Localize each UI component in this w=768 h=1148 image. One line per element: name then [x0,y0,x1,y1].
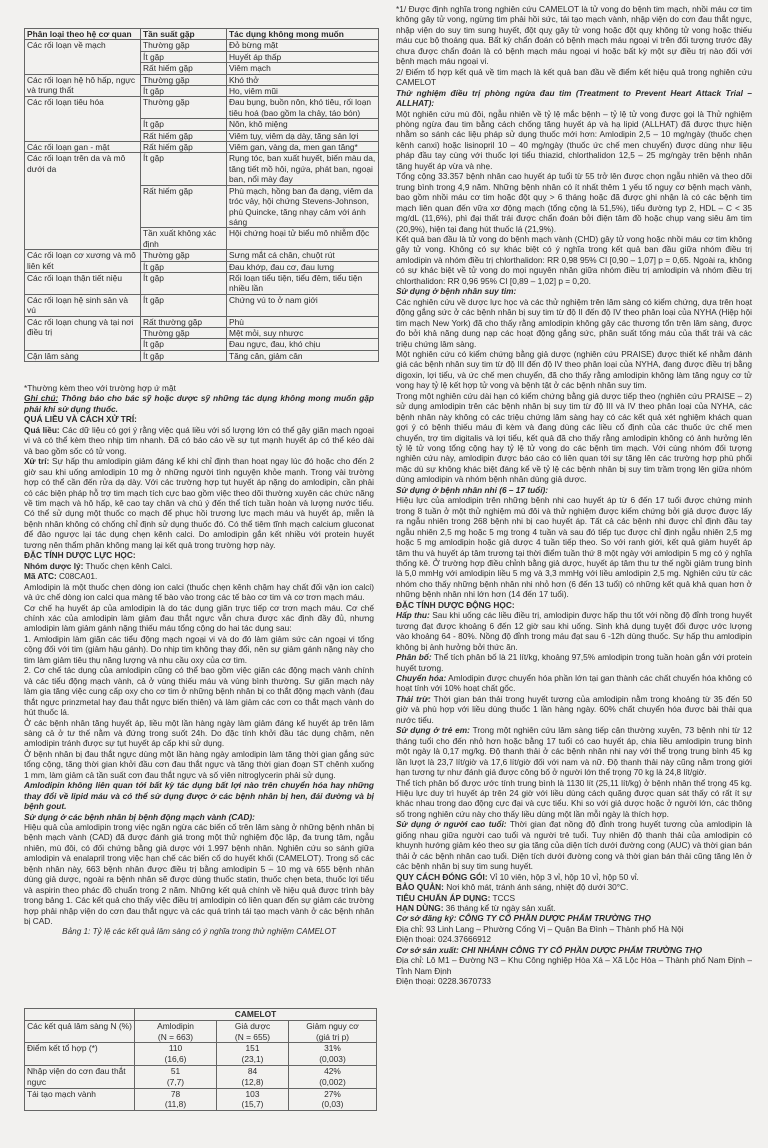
ae-organ-cell: Các rối loạn về mạch [25,40,141,74]
pharmacodynamics-heading: ĐẶC TÍNH DƯỢC LỰC HỌC: [24,550,136,561]
atc-label: Mã ATC: [24,571,57,582]
ae-frequency-cell: Ít gặp [141,261,227,272]
manufacturer-phone: Điện thoại: 0228.3670733 [396,976,492,987]
camelot-value: 151 [245,1043,260,1054]
camelot-value-secondary: (12,8) [241,1076,264,1087]
allhat-heading: Thử nghiệm điều trị phòng ngừa đau tim (Treatment to Prevent Heart Attack Trial – ALLHAT): [396,87,752,109]
camelot-value-secondary: (16,6) [164,1054,187,1065]
ae-organ-cell: Các rối loạn thận tiết niệu [25,272,141,294]
ae-row [25,350,379,361]
ae-frequency-cell: Thường gặp [141,327,227,338]
ae-organ-cell: Các rối loạn hệ hô hấp, ngực và trung thất [25,74,141,97]
camelot-placebo-cell [217,1065,289,1088]
right-column [388,0,768,1148]
left-text-block [24,383,374,937]
treatment-label: Xử trí: [24,456,50,467]
overdose-heading: QUÁ LIỀU VÀ CÁCH XỬ TRÍ: [24,414,137,425]
children-paragraph [396,725,752,777]
ae-frequency-cell: Ít gặp [141,294,227,316]
ae-header-organ: Phân loại theo hệ cơ quan [25,29,141,40]
camelot-value: 78 [170,1088,181,1099]
elderly-label: Sử dụng ở người cao tuổi: [396,819,507,830]
ae-effect-cell: Đau khớp, đau cơ, đau lưng [227,261,379,272]
absorption-paragraph [396,610,752,652]
camelot-amlodipin-cell [135,1065,217,1088]
pd-paragraph-3: 1. Amlodipin làm giãn các tiểu động mạch ngoại vi và do đó làm giảm sức cản ngoại vi tổng cộng đối với tim (giảm hậu gánh). Do nhịp tim không thay đổi, nên sự giảm gánh nặng này cho tim làm giảm tiêu thụ năng lượng và nhu cầu oxy của cơ tim. [24,633,374,665]
ae-row [25,294,379,316]
ae-header-effect: Tác dụng không mong muốn [227,29,379,40]
elderly-text: Thời gian đạt nồng độ đỉnh trong huyết tương của amlodipin là giống nhau giữa người cao tuổi và người trẻ tuổi. Tuy nhiên độ thanh thải của amlodipin có khuynh hướng giảm kéo theo sự gia tăng của diện tích dưới đường cong (AUC) và thời gian bán thải ở các bệnh nhân cao tuổi. Diện tích dưới đường cong và thời gian bán thải cũng tăng lên ở các bệnh nhân bị suy tim sung huyết. [396,819,752,872]
ae-effect-cell: Sưng mắt cá chân, chuột rút [227,250,379,261]
pd-paragraph-5: Ở các bệnh nhân tăng huyết áp, liều một lần hàng ngày làm giảm đáng kể huyết áp trên lâm sàng cả ở tư thế nằm và đứng trong suốt 24h. Do đặc tính khởi đầu tác dụng chậm, nên amlodipin tránh được sự tụt huyết áp cấp khi sử dụng. [24,717,374,749]
ae-frequency-cell: Ít gặp [141,119,227,130]
standard-text: TCCS [490,892,516,903]
standard-label: TIÊU CHUẨN ÁP DỤNG: [396,892,491,903]
cad-paragraph: Hiệu quả của amlodipin trong việc ngăn ngừa các biến cố trên lâm sàng ở những bệnh nhân bị bệnh mạch vành (CAD) đã được đánh giá trong một thử nghiệm độc lập, đa trung tâm, ngẫu nhiên, mù đôi, có đối chứng bằng giả dược với 1.997 bệnh nhân. Nghiên cứu so sánh giữa amlodipin và enalapril trong việc hạn chế các biến cố do huyết khối (CAMELOT). Trong số các bệnh nhân này, 663 bệnh nhân được điều trị bằng amlodipin 5 – 10 mg và 655 bệnh nhân dùng giả dược, ngoài ra bệnh nhân sẽ được dùng thuốc statin, thuốc chẹn beta, thuốc lợi tiểu và aspirin theo phác đồ chuẩn trong 2 năm. Những kết quả chính về hiệu quả được trình bày trong bảng 1. Các kết quả cho thấy việc điều trị amlodipin có liên quan đến sự giảm các trường hợp phải nhập viện do cơn đau thắt ngực và các quá trình tái tạo mạch vành ở các bệnh nhân bị CAD. [24,822,374,927]
ae-effect-cell: Nôn, khô miệng [227,119,379,130]
ae-frequency-cell: Ít gặp [141,350,227,361]
ae-organ-cell: Các rối loạn trên da và mô dưới da [25,153,141,250]
ae-organ-cell: Các rối loạn cơ xương và mô liên kết [25,250,141,273]
ae-frequency-cell: Thường gặp [141,40,227,51]
allhat-paragraph-3: Kết quả ban đầu là tử vong do bệnh mạch vành (CHD) gây tử vong hoặc nhồi máu cơ tim không gây tử vong. Không có sự khác biệt có ý nghĩa trong kết quả ban đầu giữa nhóm điều trị amlodipin và nhóm điều trị chlorthalidon: RR 0,98 95% CI [0,90 – 1,07] p = 0,65. Ngoài ra, không có sự khác biệt về tử vong do mọi nguyên nhân giữa nhóm điều trị amlodipin và nhóm điều trị chlorthalidon: RR 0,96 95% CI [0,89 – 1,02] p = 0,20. [396,233,752,286]
ae-organ-cell: Các rối loạn hệ sinh sản và vú [25,294,141,316]
camelot-table-body [25,1043,377,1111]
expiry-text: 36 tháng kể từ ngày sản xuất. [443,902,556,913]
registrant-address: Địa chỉ: 93 Linh Lang – Phường Cống Vị – Quận Ba Đình – Thành phố Hà Nội [396,923,684,934]
ae-effect-cell: Rối loạn tiểu tiện, tiểu đêm, tiểu tiện nhiều lần [227,272,379,294]
ae-row [25,40,379,51]
overdose-text: Các dữ liệu có gợi ý rằng việc quá liều với số lượng lớn có thể gây giãn mạch ngoại vi và có thể kèm theo nhịp tim nhanh. Đã có báo cáo về sự tụt mạnh huyết áp có thể kéo dài và bao gồm sốc có tử vong. [24,424,374,456]
ae-row [25,142,379,153]
pd-paragraph-2: Cơ chế hạ huyết áp của amlodipin là do tác dụng giãn trực tiếp cơ trơn mạch máu. Cơ chế chính xác của amlodipin làm giảm đau thắt ngực vẫn chưa được xác định đầy đủ, nhưng amlodipin làm giảm gánh nặng thiếu máu tổng cộng do hai tác dụng sau: [24,602,374,634]
ae-row [25,74,379,85]
camelot-value-secondary: (15,7) [241,1099,264,1110]
camelot-value: 27% [324,1088,341,1099]
camelot-risk-cell [289,1043,377,1066]
camelot-value-secondary: (0,003) [319,1054,346,1065]
children-paragraph-2: Thể tích phân bố được ước tính trung bình là 1130 lít (25,11 lít/kg) ở bệnh nhân thể trọng 45 kg. Hiệu lực duy trì huyết áp trên 24 giờ với liều dùng cách quãng được quan sát thấy có rất ít sự khác nhau trong dao động cực đại và cực tiểu. Khi so với giả dược hoặc ở người lớn, các thông số trong nghiên cứu này cho thấy liều dùng một lần mỗi ngày là thích hợp. [396,777,752,819]
risk-label: Giảm nguy cơ [306,1020,359,1031]
camelot-value-secondary: (0,002) [319,1076,346,1087]
ae-organ-cell: Các rối loạn tiêu hóa [25,97,141,142]
amlodipin-label: Amlodipin [157,1020,194,1031]
camelot-placebo-cell [217,1088,289,1111]
ae-frequency-cell: Ít gặp [141,339,227,350]
ae-effect-cell: Ho, viêm mũi [227,86,379,97]
heart-failure-heading: Sử dụng ở bệnh nhân suy tim: [396,286,517,297]
camelot-value: 31% [324,1043,341,1054]
ae-row [25,97,379,119]
camelot-value: 110 [168,1043,183,1054]
ae-effect-cell: Viêm tụy, viêm dạ dày, tăng sản lợi [227,130,379,141]
camelot-outcome-cell: Nhập viện do cơn đau thắt ngực [25,1065,135,1088]
packaging-label: QUY CÁCH ĐÓNG GÓI: [396,871,488,882]
elimination-paragraph [396,694,752,725]
distribution-paragraph [396,652,752,673]
footnote: *Thường kèm theo với trường hợp ứ mật [24,383,176,393]
camelot-value: 51 [170,1065,181,1076]
ae-effect-cell: Rụng tóc, ban xuất huyết, biến màu da, tăng tiết mồ hôi, ngứa, phát ban, ngoại ban, nổi mày đay [227,153,379,185]
storage-label: BẢO QUẢN: [396,882,444,893]
camelot-outcome-cell: Điểm kết tổ hợp (*) [25,1043,135,1066]
camelot-row [25,1065,377,1088]
metabolism-paragraph [396,673,752,694]
amlodipin-n: (N = 663) [157,1031,194,1042]
pd-paragraph-1: Amlodipin là một thuốc chẹn dòng ion calci (thuốc chẹn kênh chậm hay chất đối vận ion calci) và ức chế dòng ion calci qua màng tế bào vào trong các tế bào cơ tim và cơ trơn mạch máu. [24,581,374,603]
ae-frequency-cell: Rất hiếm gặp [141,130,227,141]
ae-frequency-cell: Rất hiếm gặp [141,185,227,228]
footnote-2: 2/ Điểm tổ hợp kết quả về tim mạch là kết quả ban đầu về điểm kết hiệu quả trong nghiên cứu CAMELOT [396,66,752,88]
ae-frequency-cell: Thường gặp [141,97,227,119]
packaging-paragraph [396,872,752,882]
pd-paragraph-6: Ở bệnh nhân bị đau thắt ngực dùng một lần hàng ngày amlodipin làm tăng thời gian gắng sức tổng cộng, tăng thời gian khởi đầu cơn đau thắt ngực và tăng thời gian đoạn ST chênh xuống 1 mm, làm giảm cả tần suất cơn đau thắt ngực và số viên nitroglycerin phải sử dụng. [24,748,374,780]
camelot-title: CAMELOT [135,1009,377,1021]
metabolism-text: Amlodipin được chuyển hóa phần lớn tại gan thành các chất chuyển hóa không có hoạt tính với 10% hoạt chất gốc. [396,673,752,694]
heart-failure-paragraph-1: Các nghiên cứu về dược lực học và các thử nghiệm trên lâm sàng có kiểm chứng, dựa trên hoạt động gắng sức ở các bệnh nhân bị suy tim từ độ II đến độ IV theo phân loại của NYHA (Hiệp hội tim mạch New York) đã cho thấy rằng amlodipin không gây các thương tổn trên lâm sàng, được đo bởi khả năng dung nạp các hoạt động gắng sức, phân suất tống máu của thất trái và các triệu chứng lâm sàng. [396,296,752,349]
ae-frequency-cell: Rất thường gặp [141,316,227,327]
camelot-value-secondary: (7,7) [166,1076,185,1087]
ae-frequency-cell: Ít gặp [141,272,227,294]
ae-effect-cell: Phù mạch, hồng ban đa dạng, viêm da tróc vảy, hội chứng Stevens-Johnson, phù Quincke, tăng nhạy cảm với ánh sáng [227,185,379,228]
ae-effect-cell: Chứng vú to ở nam giới [227,294,379,316]
ae-frequency-cell: Ít gặp [141,153,227,185]
ae-effect-cell: Hội chứng hoại tử biểu mô nhiễm độc [227,228,379,250]
camelot-amlodipin-cell [135,1088,217,1111]
ae-effect-cell: Đau ngực, đau, khó chịu [227,339,379,350]
ae-header-row [25,29,379,40]
camelot-risk-cell [289,1088,377,1111]
pd-paragraph-4: 2. Cơ chế tác dụng của amlodipin cũng có thể bao gồm việc giãn các động mạch vành chính và các tiểu động mạch vành, cả ở vùng thiếu máu và vùng bình thường. Sự giãn mạch này làm gia tăng việc cung cấp oxy cho cơ tim ở những bệnh nhân bị co thắt động mạch vành (đau thắt ngực prinzmetal hay đau thắt ngực biến thiên) và làm giảm các cơn co thắt mạch vành do hút thuốc lá. [24,665,374,718]
metabolism-label: Chuyển hóa: [396,673,447,683]
right-text-block [396,4,752,987]
table-caption: Bảng 1: Tỷ lệ các kết quả lâm sàng có ý nghĩa trong thử nghiệm CAMELOT [62,926,336,936]
ae-effect-cell: Huyết áp thấp [227,51,379,62]
camelot-header-row [25,1020,377,1043]
pharmacokinetics-heading: ĐẶC TÍNH DƯỢC ĐỘNG HỌC: [396,599,515,610]
elimination-label: Thải trừ: [396,693,431,704]
elderly-paragraph [396,819,752,871]
ae-row [25,250,379,261]
expiry-paragraph [396,903,752,913]
group-label: Nhóm dược lý: [24,560,84,571]
treatment-text: Sự hấp thu amlodipin giảm đáng kể khi chỉ định than hoạt ngay lúc đó hoặc cho đến 2 giờ sau khi uống amlodipin 10 mg ở những người tình nguyện khỏe mạnh. Trong vài trường hợp có thể cần đến rửa dạ dày. Với các trường hợp tụt huyết áp nặng do amlodipin, cần phải có các biện pháp hỗ trợ tim mạch tích cực bao gồm việc theo dõi thường xuyên các chức năng về tim mạch và hô hấp, kê cao tay chân và chú ý đến thể tích tuần hoàn và lượng nước tiểu. Có thể sử dụng một thuốc co mạch để phục hồi trương lực mạch máu và huyết áp, miễn là bệnh nhân không có chống chỉ định sử dụng thuốc đó. Có thể tiêm tĩnh mạch calcium gluconat để đảo ngược lại tác dụng chẹn kênh calci. Do amlodipin gắn kết nhiều với protein huyết tương nên thẩm phân không mang lại kết quả trong trường hợp này. [24,456,374,550]
ae-effect-cell: Viêm mạch [227,63,379,74]
ae-row [25,316,379,327]
ae-organ-cell: Cận lâm sàng [25,350,141,361]
overdose-paragraph [24,425,374,456]
heart-failure-paragraph-2: Một nghiên cứu có kiểm chứng bằng giả dược (nghiên cứu PRAISE) được thiết kế nhằm đánh giá các bệnh nhân suy tim từ độ III đến độ IV theo phân loại của NYHA, đang được điều trị bằng digoxin, lợi tiểu, và ức chế men chuyển, đã cho thấy rằng amlodipin không làm tăng nguy cơ tử vong hay tỷ lệ kết hợp tử vong và bệnh tật ở các bệnh nhân suy tim. [396,348,752,391]
distribution-text: Thể tích phân bố là 21 lít/kg, khoảng 97,5% amlodipin trong tuần hoàn gắn với protein huyết tương. [396,652,752,673]
allhat-paragraph-1: Một nghiên cứu mù đôi, ngẫu nhiên về tỷ lệ mắc bệnh – tỷ lệ tử vong được gọi là Thử nghiệm phòng ngừa đau tim bằng cách chống tăng huyết áp và hạ lipid (ALLHAT) đã được thực hiện nhằm so sánh các liệu pháp sử dụng thuốc mới hơn: Amlodipin 2,5 – 10 mg/ngày (thuốc chẹn kênh canxi) hoặc lisinopril 10 – 40 mg/ngày (thuốc ức chế men chuyển) được dùng như liệu pháp đầu tay cùng với thuốc lợi tiểu thiazid, chlorthalidon 12,5 – 25 mg/ngày trên bệnh nhân tăng huyết áp vừa và nhẹ. [396,108,752,171]
distribution-label: Phân bố: [396,652,432,663]
camelot-amlodipin-cell [135,1043,217,1066]
ae-row [25,272,379,294]
ae-effect-cell: Đỏ bừng mặt [227,40,379,51]
camelot-risk-cell [289,1065,377,1088]
registrant-heading: Cơ sở đăng ký: CÔNG TY CỔ PHẦN DƯỢC PHẨM TRƯỜNG THỌ [396,913,651,924]
ae-table-body [25,40,379,362]
camelot-table [24,1008,377,1111]
atc-paragraph [24,571,374,581]
pediatric-heading: Sử dụng ở bệnh nhân nhi (6 – 17 tuổi): [396,484,549,495]
camelot-outcome-cell: Tái tạo mạch vành [25,1088,135,1111]
ae-frequency-cell: Rất hiếm gặp [141,142,227,153]
pediatric-paragraph: Hiệu lực của amlodipin trên những bệnh nhi cao huyết áp từ 6 đến 17 tuổi được chứng minh trong 8 tuần ở một thử nghiệm mù đôi và thử nghiệm được kiểm chứng bởi giả dược được lấy ra ngẫu nhiên trong 268 bệnh nhi bị cao huyết áp. Tất cả các bệnh nhi được chỉ định đầu tay ngẫu nhiên 2,5 mg hoặc 5 mg trong 4 tuần và sau đó tiếp tục được chỉ định ngẫu nhiên 2,5 mg hoặc 5 mg amlodipin hoặc giả dược 4 tuần tiếp theo. So với ranh giới, kết quả giảm huyết áp tâm thu và huyết áp tâm trương tại thời điểm tuần thứ 8 một ngày với amlodipin 5 mg có ý nghĩa thống kê. Ở trường hợp điều chỉnh bằng giả dược, huyết áp tâm thu tư thế ngồi giảm trung bình là 5,0 mmHg với amlodipin liều 5 mg và 3,3 mmHg với liều amlodipin 2,5 mg. Nghiên cứu từ các nhóm cho thấy những bệnh nhân nhi nhỏ hơn (6 đến 13 tuổi) có những kết quả khả quan hơn ở những bệnh nhân nhi lớn hơn (14 đến 17 tuổi). [396,495,752,600]
heart-failure-paragraph-3: Trong một nghiên cứu dài hạn có kiểm chứng bằng giả dược tiếp theo (nghiên cứu PRAISE – 2) sử dụng amlodipin trên các bệnh nhân bị suy tim từ độ III và IV theo phân loại của NYHA, các bệnh nhân này không có các triệu chứng lâm sàng hay có các kết quả xét nghiệm khách quan gợi ý có bệnh thiếu máu đi kèm và đang dùng các liều cố định của các thuốc ức chế men chuyển, trợ tim digitalis và lợi tiểu, kết quả đã cho thấy rằng amlodipin không có ảnh hưởng lên tỷ lệ tử vong tổng cộng hay tỷ lệ tử vong do các bệnh tim mạch. Với cùng nhóm đối tượng nghiên cứu này, amlodipin được báo cáo có liên quan tới sự tăng lên các trường hợp phù phổi mặc dù sự không khác biệt đáng kể về tỷ lệ các bệnh nhân bị suy tim trầm trọng lên giữa nhóm dùng amlodipin và nhóm bệnh nhân dùng giả dược. [396,390,752,485]
ae-organ-cell: Các rối loạn gan - mật [25,142,141,153]
risk-p: (giá trị p) [315,1031,350,1042]
elimination-text: Thời gian bán thải trong huyết tương của amlodipin nằm trong khoảng từ 35 đến 50 giờ và phù hợp với liều dùng thuốc 1 lần hàng ngày. 60% chất chuyển hóa được bài thải qua nước tiểu. [396,693,752,725]
ae-effect-cell: Phù [227,316,379,327]
children-text: Trong một nghiên cứu lâm sàng tiếp cận thường xuyên, 73 bệnh nhi từ 12 tháng tuổi cho đến nhỏ hơn hoặc bằng 17 tuổi có cao huyết áp, chia liều amlodipin trung bình một ngày là 0,17 mg/kg. Độ thanh thải ở các bệnh nhân nhi nay với thể trọng trung bình 45 kg lần lượt là 23,7 lít/giờ và 17,6 lít/giờ đối với nam và nữ. Độ thanh thải này cũng nằm trong giới hạn tương tự như đánh giá được công bố ở người lớn thể trọng 70 kg là 24,8 lít/giờ. [396,725,753,778]
camelot-placebo-cell [217,1043,289,1066]
camelot-value: 84 [247,1065,258,1076]
camelot-row [25,1088,377,1111]
cad-heading: Sử dụng ở các bệnh nhân bị bệnh động mạch vành (CAD): [24,811,255,822]
atc-text: C08CA01. [56,571,98,582]
ae-header-frequency: Tần suất gặp [141,29,227,40]
absorption-label: Hấp thu: [396,610,430,621]
allhat-paragraph-2: Tổng cộng 33.357 bệnh nhân cao huyết áp tuổi từ 55 trở lên được chọn ngẫu nhiên và theo dõi trung bình trong 4,9 năm. Những bệnh nhân có ít nhất thêm 1 yếu tố nguy cơ bệnh mạch vành, bao gồm nhồi máu cơ tim hoặc đột quỵ > 6 tháng hoặc đã được ghi nhận là có các bệnh tim mạch liên quan đến vữa xơ động mạch (tổng cộng là 51,5%), tiểu đường typ 2, HDL – C < 35 mg/dL (11,6%), phì đại thất trái được chẩn đoán bởi điện tâm đồ hoặc chụp vang siêu âm tim (20,9%), hiện tại đang hút thuốc lá (21,9%). [396,171,752,234]
camelot-row [25,1043,377,1066]
group-text: Thuốc chẹn kênh Calci. [83,560,173,571]
manufacturer-address: Địa chỉ: Lô M1 – Đường N3 – Khu Công nghiệp Hòa Xá – Xã Lộc Hòa – Thành phố Nam Định – Tỉnh Nam Định [396,955,752,976]
camelot-value-secondary: (11,8) [164,1099,187,1110]
ae-row [25,153,379,185]
absorption-text: Sau khi uống các liều điều trị, amlodipin được hấp thu tốt với nồng độ đỉnh trong huyết tương đạt được khoảng 6 đến 12 giờ sau khi uống. Sinh khả dụng tuyệt đối được ước lượng vào khoảng 64 - 80%. Nồng độ đỉnh trong máu đạt sau 6 -12h dùng thuốc. Sự hấp thu amlodipin không bị ảnh hưởng bởi thức ăn. [396,610,752,652]
adverse-effects-table [24,28,379,362]
footnote-1: *1/ Được định nghĩa trong nghiên cứu CAMELOT là tử vong do bệnh tim mạch, nhồi máu cơ tim không gây tử vong, ngừng tim phải hồi sức, tái tạo mạch vành, nhập viện do cơn đau thắt ngực, nhập viện do suy tim sung huyết, đột quỵ gây tử vong hoặc đột quỵ không tử vong hoặc thiếu máu cục bộ thoáng qua. Bất kỳ chẩn đoán có bệnh mạch máu ngoại vi trên đối tượng trước đây chưa được chẩn đoán là có bệnh mạch máu ngoại vi hoặc bất kỳ một sự điều trị nào đối với bệnh mạch máu ngoại vi. [396,4,752,67]
camelot-value-secondary: (23,1) [241,1054,264,1065]
ae-effect-cell: Đau bụng, buồn nôn, khó tiêu, rối loạn tiêu hoá (bao gồm la chảy, táo bón) [227,97,379,119]
ae-effect-cell: Tăng cân, giảm cân [227,350,379,361]
ae-effect-cell: Mệt mỏi, suy nhược [227,327,379,338]
camelot-header-outcome: Các kết quả lâm sàng N (%) [25,1020,135,1043]
camelot-value: 103 [245,1088,260,1099]
ae-frequency-cell: Rất hiếm gặp [141,63,227,74]
camelot-value-secondary: (0,03) [321,1099,344,1110]
ae-frequency-cell: Ít gặp [141,51,227,62]
treatment-paragraph [24,456,374,550]
standard-paragraph [396,893,752,903]
manufacturer-heading: Cơ sở sản xuất: CHI NHÁNH CÔNG TY CỔ PHẦN DƯỢC PHẨM TRƯỜNG THỌ [396,944,703,955]
registrant-phone: Điện thoại: 024.37666912 [396,934,492,945]
ae-frequency-cell: Ít gặp [141,86,227,97]
ae-effect-cell: Khó thở [227,74,379,85]
ae-organ-cell: Các rối loạn chung và tại nơi điều trị [25,316,141,350]
ae-frequency-cell: Thường gặp [141,250,227,261]
camelot-header-placebo [217,1020,289,1043]
note-label: Ghi chú: [24,393,59,404]
ae-frequency-cell: Thường gặp [141,74,227,85]
children-label: Sử dụng ở trẻ em: [396,725,470,736]
camelot-title-row [25,1009,377,1021]
ae-frequency-cell: Tần xuất không xác định [141,228,227,250]
storage-text: Nơi khô mát, tránh ánh sáng, nhiệt độ dưới 30°C. [443,882,629,893]
overdose-label: Quá liều: [24,424,60,435]
camelot-header-amlodipin [135,1020,217,1043]
placebo-label: Giả dược [234,1020,271,1031]
note-text: Thông báo cho bác sỹ hoặc dược sỹ những tác dụng không mong muốn gặp phải khi sử dụng thuốc. [24,393,374,414]
storage-paragraph [396,882,752,892]
camelot-value: 42% [324,1065,341,1076]
note-paragraph [24,393,374,414]
expiry-label: HẠN DÙNG: [396,902,444,913]
camelot-header-risk [289,1020,377,1043]
packaging-text: Vỉ 10 viên, hộp 3 vỉ, hộp 10 vỉ, hộp 50 vỉ. [487,871,639,882]
ae-effect-cell: Viêm gan, vàng da, men gan tăng* [227,142,379,153]
pd-paragraph-7: Amlodipin không liên quan tới bất kỳ tác dụng bất lợi nào trên chuyển hóa hay những thay đổi về lipid máu và có thể sử dụng được ở các bệnh nhân bị hen, đái đường và bị bệnh gout. [24,780,374,812]
group-paragraph [24,561,374,571]
placebo-n: (N = 655) [234,1031,271,1042]
